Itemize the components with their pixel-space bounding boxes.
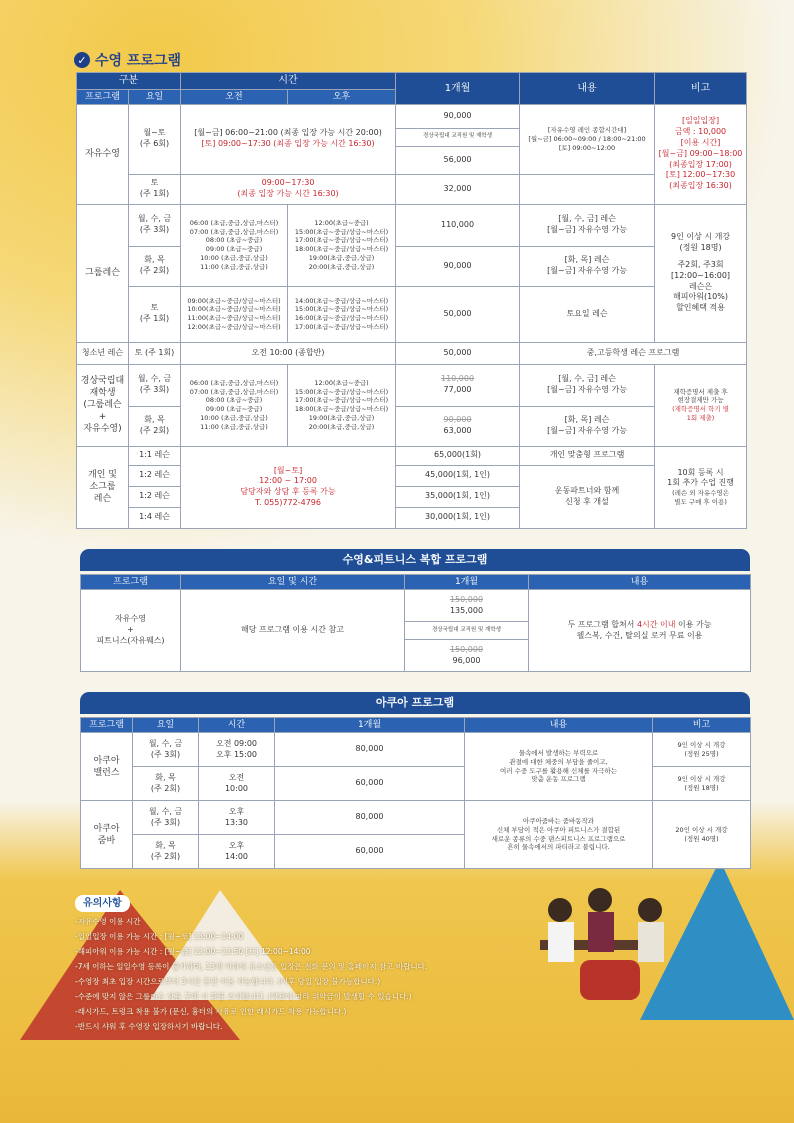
header-pm: 오후: [288, 89, 396, 104]
group-am-4: 09:00 (초급~중급): [205, 245, 263, 254]
group-note-3: 주2회, 주3회: [677, 259, 724, 269]
univ-day-2-text: 화, 목: [144, 415, 165, 425]
univ-am-3: 08:00 (초급~중급): [205, 396, 263, 405]
aqua-zumba-note-1: 20인 이상 시 개강: [675, 825, 728, 834]
aqua-zumba-time-2a: 오후: [228, 840, 245, 850]
combo-staff-label: 경상국립대 교직원 및 재학생: [405, 622, 529, 640]
aqua-zumba-day-2-sub: (주 2회): [150, 851, 181, 861]
group-pm-5: 19:00(초급,중급,상급): [308, 253, 375, 262]
group-sat-am-3: 11:00(초급~중급/상급~마스터): [187, 314, 281, 323]
aqua-zumba-2: 줌바: [97, 835, 116, 846]
youth-content: 중,고등학생 레슨 프로그램: [520, 342, 747, 364]
combo-program-name: [81, 590, 181, 672]
group-sat-am-4: 12:00(초급~중급/상급~마스터): [187, 322, 281, 331]
univ-content-2b: [월~금] 자유수영 가능: [547, 426, 627, 436]
private-price-1: 65,000(1회): [396, 446, 520, 465]
private-price-4: 30,000(1회, 1인): [396, 507, 520, 528]
free-swim-day-2: [129, 174, 181, 204]
univ-note-4: 1회 제출): [686, 413, 715, 422]
group-pm-6: 20:00(초급,중급,상급): [308, 262, 375, 271]
combo-old-price-2: 150,000: [449, 644, 484, 654]
group-pm-3: 17:00(초급~중급/상급~마스터): [294, 236, 389, 245]
private-time-3: 담당자와 상담 후 등록 가능: [240, 487, 336, 497]
free-time-line-2: [토] 09:00~17:30 (최종 입장 가능 시간 16:30): [201, 139, 375, 149]
univ-pm-2: 15:00(초급~중급/상급~마스터): [294, 387, 389, 396]
univ-old-price-1: 110,000: [440, 374, 475, 384]
aqua-balance-day-1-sub: (주 3회): [150, 749, 181, 759]
univ-content-1a: [월, 수, 금] 레슨: [558, 374, 616, 384]
group-am-6: 11:00 (초급,중급,상급): [200, 262, 268, 271]
private-note-3: (레슨 외 자유수영은: [672, 489, 729, 498]
aqua-zumba-note-2: (정원 40명): [684, 834, 719, 843]
aqua-balance-note-2: [653, 767, 751, 801]
univ-pm-3: 17:00(초급~중급/상급~마스터): [294, 396, 389, 405]
aqua-header-day: 요일: [133, 718, 199, 733]
aqua-zumba-time-1b: 13:30: [224, 817, 249, 827]
private-content-2b: 신청 후 개설: [565, 496, 609, 506]
aqua-header-time: 시간: [199, 718, 275, 733]
aqua-balance-day-1-text: 월, 수, 금: [148, 738, 183, 748]
group-lesson-label: 그룹레슨: [77, 204, 129, 342]
aqua-zumba-1: 아쿠아: [93, 823, 120, 834]
univ-day-1-text: 월, 수, 금: [137, 374, 172, 384]
univ-new-price-2: 63,000: [443, 426, 472, 436]
univ-price-2: [396, 406, 520, 446]
note-line-4: -7세 이하는 일일수영 등록이 불가하며, 13세 이하의 유소년은 입장은 전화 문의 및 홈페이지 참고 바랍니다.: [75, 962, 428, 971]
aqua-header-content: 내용: [465, 718, 653, 733]
private-note-1: 10회 등록 시: [677, 467, 724, 477]
free-note-2: 금액 : 10,000: [674, 127, 727, 137]
group-content-2a: [화, 목] 레슨: [564, 255, 610, 265]
aqua-balance-note-2b: (정원 18명): [684, 783, 719, 792]
header-program: 프로그램: [77, 89, 129, 104]
note-line-2: -일일입장 이용 가능 시간 : [월~토] 13:00~14:00: [75, 932, 244, 941]
group-am-1: 06:00 (초급,중급,상급,마스터): [189, 218, 279, 227]
aqua-balance-day-1: [133, 733, 199, 767]
aqua-zumba-price-2: 60,000: [275, 835, 465, 869]
private-label-2: 소그룹: [89, 482, 116, 493]
header-time: 시간: [181, 73, 396, 90]
free-note-5: (최종입장 17:00): [669, 159, 732, 169]
page-title-text: 수영 프로그램: [95, 53, 182, 69]
univ-am-1: 06:00 (초급,중급,상급,마스터): [189, 378, 279, 387]
person-head-2: [588, 888, 612, 912]
private-note-4: 별도 구매 후 이용): [674, 497, 727, 506]
group-content-3: 토요일 레슨: [520, 286, 655, 342]
univ-am-5: 10:00 (초급,중급,상급): [200, 413, 268, 422]
aqua-balance-time-1b: 오후 15:00: [215, 749, 258, 759]
univ-am-2: 07:00 (초급,중급,상급,마스터): [189, 387, 279, 396]
univ-pm-1: 12:00(초급~중급): [314, 378, 369, 387]
aqua-zumba-content: [465, 801, 653, 869]
aqua-header-program: 프로그램: [81, 718, 133, 733]
aqua-zumba-day-1-text: 월, 수, 금: [148, 806, 183, 816]
group-note-1: 9인 이상 시 개강: [670, 232, 731, 242]
person-body-3: [638, 922, 664, 962]
group-pm-2: 15:00(초급~중급/상급~마스터): [294, 227, 389, 236]
univ-am-4: 09:00 (초급~중급): [205, 405, 263, 414]
header-gubun: 구분: [77, 73, 181, 90]
combo-old-price-1: 150,000: [449, 594, 484, 604]
aqua-zumba-note: [653, 801, 751, 869]
note-line-1: -자유수영 이용 시간: [75, 917, 141, 926]
aqua-header-month: 1개월: [275, 718, 465, 733]
aqua-zumba-day-1-sub: (주 3회): [150, 817, 181, 827]
page-title: [74, 50, 181, 70]
private-time-2: 12:00 ~ 17:00: [259, 476, 317, 486]
aqua-zumba-content-1: 아쿠아줌바는 줌바동작과: [522, 817, 595, 826]
aqua-section-title: 아쿠아 프로그램: [80, 692, 750, 714]
combo-content-1-end: 이용 가능: [678, 619, 712, 629]
group-day-3: [129, 286, 181, 342]
free-sat-content-empty: [520, 174, 655, 204]
aqua-zumba-time-1a: 오후: [228, 806, 245, 816]
aqua-balance-note-1: [653, 733, 751, 767]
header-month: 1개월: [396, 73, 520, 105]
group-day-1-text: 월, 수, 금: [137, 214, 172, 224]
combo-name-3: 피트니스(자유웨스): [96, 636, 165, 646]
aqua-balance-day-2: [133, 767, 199, 801]
youth-label: 청소년 레슨: [77, 342, 129, 364]
aqua-balance-time-2b: 10:00: [224, 783, 249, 793]
group-content-1: [520, 204, 655, 246]
free-note-7: (최종입장 16:30): [669, 181, 732, 191]
note-line-5: -수영장 최초 입장 시간으로부터 3시간 동안 이용 가능합니다. (이후 당일 입장 불가능합니다.): [75, 977, 381, 986]
note-line-8: -반드시 샤워 후 수영장 입장하시기 바랍니다.: [75, 1022, 223, 1031]
group-note-4: [12:00~16:00]: [671, 270, 731, 280]
aqua-balance-note-1a: 9인 이상 시 개강: [677, 740, 726, 749]
free-content-2: [월~금] 06:00~09:00 / 18:00~21:00: [528, 134, 646, 143]
univ-note-1: 재학증명서 제출 후: [673, 387, 728, 396]
private-lesson-2: 1:2 레슨: [129, 465, 181, 486]
aqua-balance-content-3: 여러 수중 도구를 활용해 신체를 자극하는: [499, 766, 618, 775]
private-content-1: 개인 맞춤형 프로그램: [520, 446, 655, 465]
univ-label: [77, 364, 129, 446]
aqua-balance-price-1: 80,000: [275, 733, 465, 767]
header-day: 요일: [129, 89, 181, 104]
combo-content: [529, 590, 751, 672]
group-note: [655, 204, 747, 342]
private-price-3: 35,000(1회, 1인): [396, 486, 520, 507]
aqua-zumba-content-3: 새로운 종류의 수중 댄스피트니스 프로그램으로: [491, 834, 626, 843]
combo-price-1: [405, 590, 529, 622]
group-day-1-sub: (주 3회): [139, 225, 170, 235]
aqua-zumba-time-2b: 14:00: [224, 851, 249, 861]
person-head-3: [638, 898, 662, 922]
private-note: [655, 446, 747, 528]
group-am-3: 08:00 (초급~중급): [205, 236, 263, 245]
combo-name-2: +: [127, 625, 134, 635]
header-note: 비고: [655, 73, 747, 105]
combo-header-daytime: 요일 및 시간: [181, 575, 405, 590]
group-day-2-sub: (주 2회): [139, 266, 170, 276]
aqua-program-table: [80, 717, 751, 869]
univ-price-1: [396, 364, 520, 406]
univ-label-4: +: [98, 412, 107, 423]
aqua-balance-time-1a: 오전 09:00: [215, 738, 258, 748]
aqua-zumba-content-4: 흔히 물속에서의 파티라고 불립니다.: [507, 843, 610, 852]
univ-label-1: 경상국립대: [80, 375, 125, 386]
youth-day: 토 (주 1회): [129, 342, 181, 364]
univ-new-price-1: 77,000: [443, 385, 472, 395]
univ-pm-times: [288, 364, 396, 446]
combo-header-program: 프로그램: [81, 575, 181, 590]
aqua-balance-time-2a: 오전: [228, 772, 245, 782]
private-time-1: [월~토]: [273, 465, 303, 475]
aqua-zumba-price-1: 80,000: [275, 801, 465, 835]
group-note-5: 레슨은: [688, 281, 713, 291]
private-lesson-3: 1:2 레슨: [129, 486, 181, 507]
note-line-7: -래시가드, 트렁크 착용 불가 (문신, 흉터의 사유로 인한 래시가드 착용 가능합니다.): [75, 1007, 347, 1016]
free-swim-label: 자유수영: [77, 104, 129, 204]
aqua-balance-time-1: [199, 733, 275, 767]
aqua-zumba-label: [81, 801, 133, 869]
aqua-balance-time-2: [199, 767, 275, 801]
aqua-balance-note-1b: (정원 25명): [684, 749, 719, 758]
univ-content-2a: [화, 목] 레슨: [564, 415, 610, 425]
univ-old-price-2: 90,000: [443, 415, 472, 425]
combo-name-1: 자유수영: [115, 614, 146, 624]
free-day-1: 월~토: [143, 128, 166, 138]
free-note-4: [월~금] 09:00~18:00: [658, 148, 743, 158]
group-pm-1: 12:00(초급~중급): [314, 218, 369, 227]
combo-content-1-red: 4시간 이내: [636, 619, 676, 629]
combo-content-1-start: 두 프로그램 합쳐서: [567, 619, 635, 629]
free-price-3: 56,000: [396, 146, 520, 174]
private-time: [181, 446, 396, 528]
group-sat-pm-1: 14:00(초급~중급/상급~마스터): [294, 296, 389, 305]
free-swim-time: [181, 104, 396, 174]
aqua-balance-day-2-text: 화, 목: [155, 772, 176, 782]
univ-label-2: 재학생: [89, 387, 116, 398]
group-day-2-text: 화, 목: [144, 255, 165, 265]
aqua-header-note: 비고: [653, 718, 751, 733]
univ-content-1: [520, 364, 655, 406]
free-note-1: [일일입장]: [681, 116, 720, 126]
aqua-balance-note-2a: 9인 이상 시 개강: [677, 774, 726, 783]
youth-time: 오전 10:00 (종합반): [181, 342, 396, 364]
group-sat-pm: [288, 286, 396, 342]
free-swim-day-1: [129, 104, 181, 174]
notes-section: [75, 895, 505, 1034]
note-line-6: -수준에 맞지 않은 그룹레슨 상품 구매 시 환불 조치합니다. (약관에 따라 위약금이 발생할 수 있습니다.): [75, 992, 412, 1001]
free-content-1: [자유수영 레인 종합시간대]: [547, 125, 627, 134]
combo-content-2: 웰스복, 수건, 탈의실 로커 무료 이용: [576, 630, 703, 640]
group-am-5: 10:00 (초급,중급,상급): [200, 253, 268, 262]
aqua-balance-label: [81, 733, 133, 801]
grill-shape: [580, 960, 640, 1000]
private-price-2: 45,000(1회, 1인): [396, 465, 520, 486]
free-staff-label: 경상국립대 교직원 및 재학생: [396, 128, 520, 146]
group-note-7: 할인혜택 적용: [676, 303, 725, 313]
free-content-3: [토] 09:00~12:00: [558, 143, 616, 152]
free-note-3: [이용 시간]: [680, 137, 721, 147]
group-content-2b: [월~금] 자유수영 가능: [547, 266, 627, 276]
group-sat-pm-2: 15:00(초급~중급/상급~마스터): [294, 305, 389, 314]
private-lesson-1: 1:1 레슨: [129, 446, 181, 465]
swim-program-table: [76, 72, 747, 529]
univ-label-3: (그룹레슨: [83, 400, 122, 411]
univ-pm-6: 20:00(초급,중급,상급): [308, 422, 375, 431]
combo-new-price-1: 135,000: [449, 605, 484, 615]
aqua-balance-content-4: 맞춤 운동 프로그램: [531, 775, 586, 784]
group-content-1b: [월~금] 자유수영 가능: [547, 225, 627, 235]
aqua-balance-price-2: 60,000: [275, 767, 465, 801]
group-note-6: 해피아워(10%): [673, 292, 728, 302]
univ-day-2-sub: (주 2회): [139, 426, 170, 436]
private-content-2a: 운동파트너와 함께: [554, 485, 620, 495]
combo-header-content: 내용: [529, 575, 751, 590]
aqua-balance-1: 아쿠아: [93, 755, 120, 766]
combo-program-table: [80, 574, 751, 672]
aqua-balance-content: [465, 733, 653, 801]
univ-day-2: [129, 406, 181, 446]
group-content-1a: [월, 수, 금] 레슨: [558, 214, 616, 224]
aqua-zumba-time-2: [199, 835, 275, 869]
private-label: [77, 446, 129, 528]
group-price-3: 50,000: [396, 286, 520, 342]
free-note-6: [토] 12:00~17:30: [665, 170, 736, 180]
aqua-balance-content-2: 관절에 대한 체중의 부담을 줄이고,: [509, 757, 608, 766]
free-sat-1: 09:00~17:30: [261, 178, 315, 188]
private-lesson-4: 1:4 레슨: [129, 507, 181, 528]
combo-header-month: 1개월: [405, 575, 529, 590]
person-body-1: [548, 922, 574, 962]
group-am-times: [181, 204, 288, 286]
group-price-2: 90,000: [396, 246, 520, 286]
group-sat-pm-4: 17:00(초급~중급/상급~마스터): [294, 322, 389, 331]
private-note-2: 1회 추가 수업 진행: [667, 478, 734, 488]
free-price-4: 32,000: [396, 174, 520, 204]
combo-time: 해당 프로그램 이용 시간 참고: [181, 590, 405, 672]
notes-title: 유의사항: [75, 895, 130, 912]
univ-label-5: 자유수영): [83, 424, 122, 435]
private-label-3: 레슨: [93, 494, 112, 505]
free-sat-time: [181, 174, 396, 204]
group-am-2: 07:00 (초급,중급,상급,마스터): [189, 227, 279, 236]
group-sat-pm-3: 16:00(초급~중급/상급~마스터): [294, 314, 389, 323]
youth-price: 50,000: [396, 342, 520, 364]
group-day-2: [129, 246, 181, 286]
private-phone: T. 055)772-4796: [255, 497, 321, 507]
aqua-balance-content-1: 물속에서 발생하는 부력으로: [518, 749, 599, 758]
group-sat-am-1: 09:00(초급~중급/상급~마스터): [187, 296, 281, 305]
private-content-2: [520, 465, 655, 528]
aqua-zumba-day-2-text: 화, 목: [155, 840, 176, 850]
univ-content-2: [520, 406, 655, 446]
person-body-2: [588, 912, 614, 952]
univ-am-6: 11:00 (초급,중급,상급): [200, 422, 268, 431]
note-line-3: -해피아워 이용 가능 시간 : [월~금] 12:00~13:50 [토] 12:00~14:00: [75, 947, 311, 956]
aqua-zumba-content-2: 신체 부담이 적은 아쿠아 피트니스가 결합된: [496, 825, 621, 834]
free-sat-2: (최종 입장 가능 시간 16:30): [237, 189, 339, 199]
univ-pm-5: 19:00(초급,중급,상급): [308, 413, 375, 422]
header-am: 오전: [181, 89, 288, 104]
group-day-3-sub: (주 1회): [139, 314, 170, 324]
free-note: [655, 104, 747, 204]
private-label-1: 개인 및: [88, 469, 117, 480]
aqua-zumba-time-1: [199, 801, 275, 835]
univ-pm-4: 18:00(초급~중급/상급~마스터): [294, 405, 389, 414]
univ-note: [655, 364, 747, 446]
group-sat-am: [181, 286, 288, 342]
group-pm-times: [288, 204, 396, 286]
check-circle-icon: ✓: [74, 52, 90, 68]
combo-new-price-2: 96,000: [452, 655, 481, 665]
univ-day-1-sub: (주 3회): [139, 385, 170, 395]
univ-day-1: [129, 364, 181, 406]
group-day-1: [129, 204, 181, 246]
group-price-1: 110,000: [396, 204, 520, 246]
combo-section-title: 수영&피트니스 복합 프로그램: [80, 549, 750, 571]
group-content-2: [520, 246, 655, 286]
combo-price-2: [405, 640, 529, 672]
univ-note-3: (재학증명서 학기 별: [672, 405, 729, 414]
free-day-2: 토: [150, 178, 159, 188]
person-head-1: [548, 898, 572, 922]
free-price-1: 90,000: [396, 104, 520, 128]
aqua-zumba-day-2: [133, 835, 199, 869]
free-time-line-1: [월~금] 06:00~21:00 (최종 입장 가능 시간 20:00): [194, 128, 382, 138]
aqua-balance-day-2-sub: (주 2회): [150, 783, 181, 793]
free-day-1-sub: (주 6회): [139, 139, 170, 149]
combo-content-1: [531, 620, 748, 631]
univ-content-1b: [월~금] 자유수영 가능: [547, 385, 627, 395]
group-day-3-text: 토: [150, 303, 159, 313]
group-sat-am-2: 10:00(초급~중급/상급~마스터): [187, 305, 281, 314]
univ-am-times: [181, 364, 288, 446]
aqua-balance-2: 밸런스: [93, 767, 120, 778]
group-note-2: (정원 18명): [679, 243, 722, 253]
group-pm-4: 18:00(초급~중급/상급~마스터): [294, 245, 389, 254]
univ-note-2: 현장결제만 가능: [677, 396, 724, 405]
free-content: [520, 104, 655, 174]
free-day-2-sub: (주 1회): [139, 189, 170, 199]
header-content: 내용: [520, 73, 655, 105]
aqua-zumba-day-1: [133, 801, 199, 835]
